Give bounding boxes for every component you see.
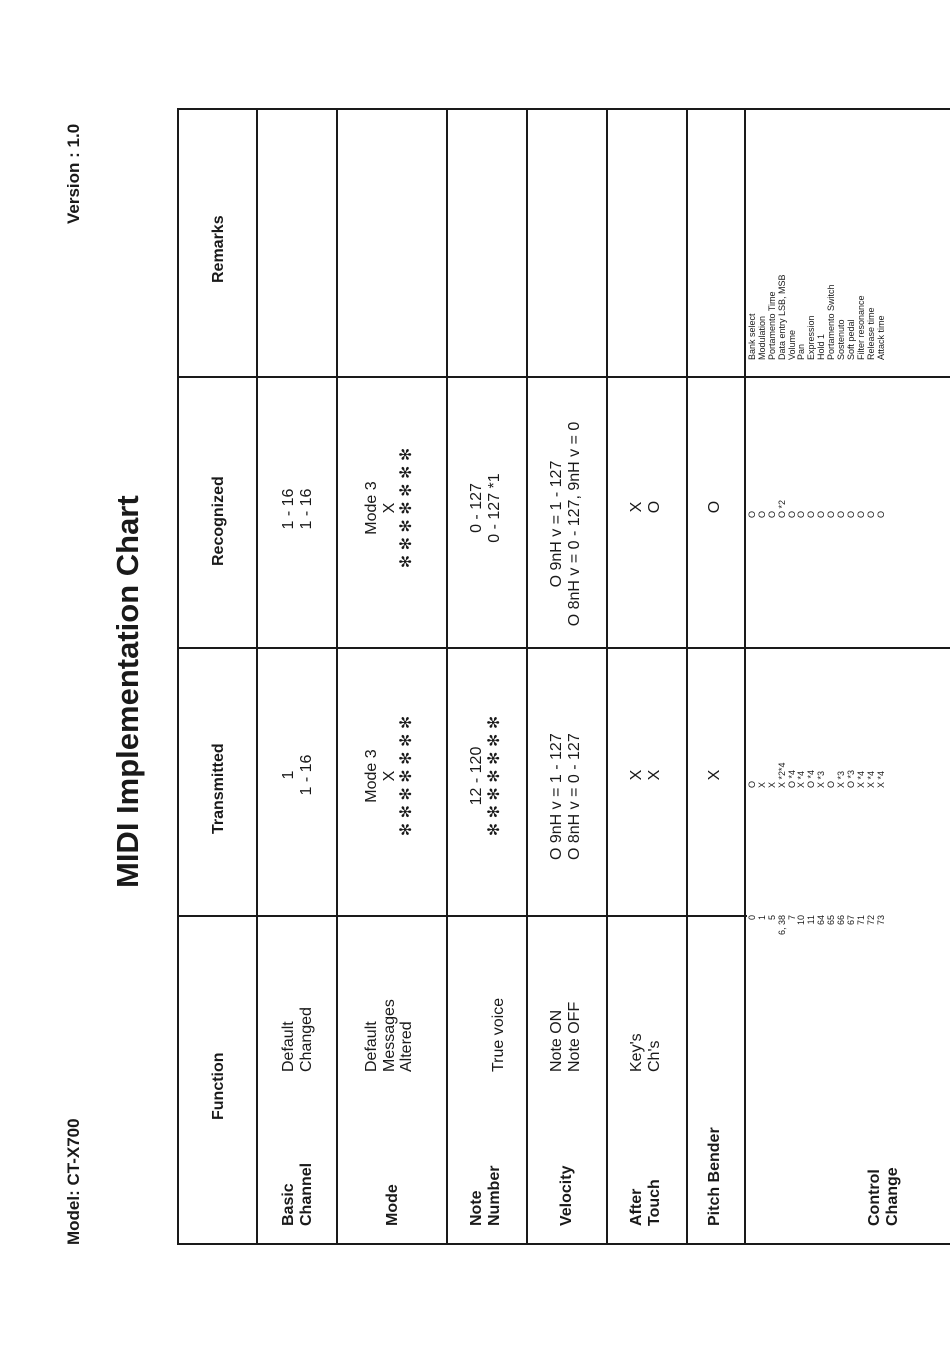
cc-number: 73: [875, 915, 886, 926]
velocity-recognized: O 9nH v = 1 - 127 O 8nH v = 0 - 127, 9nH v = 0: [548, 421, 583, 627]
row-label-velocity: Velocity: [558, 1165, 575, 1226]
col-header-recognized: Recognized: [210, 476, 227, 566]
cc-number: 1: [756, 915, 767, 921]
cc-recognized: O: [855, 510, 866, 518]
control-change-remarks: [748, 274, 886, 360]
page-title: MIDI Implementation Chart: [110, 495, 145, 888]
row-label-after-touch: After Touch: [628, 1179, 663, 1226]
cc-recognized: O: [756, 510, 767, 518]
cc-number: 5: [766, 915, 777, 921]
cc-remark: Release time: [865, 307, 876, 360]
basic-channel-recognized: 1 - 16 1 - 16: [280, 488, 315, 530]
cc-recognized: O: [845, 510, 856, 518]
cc-number: 72: [865, 915, 876, 926]
cc-transmitted: X *2*4: [776, 762, 787, 788]
cc-transmitted: O *4: [786, 769, 797, 788]
cc-number: 65: [826, 915, 837, 926]
cc-number: 71: [855, 915, 866, 926]
cc-transmitted: X *3: [836, 770, 847, 788]
cc-recognized: O: [836, 510, 847, 518]
cc-remark: Expression: [806, 315, 817, 360]
after-touch-transmitted: X X: [628, 769, 663, 781]
cc-transmitted: X: [766, 781, 777, 788]
cc-transmitted: X *3: [816, 770, 827, 788]
basic-channel-sub: Default Changed: [280, 1007, 315, 1072]
cc-number: 0: [747, 915, 757, 921]
cc-recognized: O: [796, 510, 807, 518]
control-change-recognized: [748, 500, 886, 518]
version-label: Version : 1.0: [64, 123, 83, 224]
cc-remark: Hold 1: [816, 333, 827, 360]
velocity-transmitted: O 9nH v = 1 - 127 O 8nH v = 0 - 127: [548, 733, 583, 860]
row-label-basic-channel: Basic Channel: [280, 1162, 315, 1226]
cc-transmitted: O *3: [845, 769, 856, 788]
cc-number: 7: [786, 915, 797, 921]
cc-transmitted: X *4: [865, 770, 876, 788]
cc-remark: Portamento Switch: [826, 284, 837, 360]
mode-sub: Default Messages Altered: [363, 999, 416, 1072]
after-touch-sub: Key's Ch's: [628, 1033, 663, 1072]
cc-recognized: O: [786, 510, 797, 518]
cc-recognized: O: [747, 510, 757, 518]
cc-number: 10: [796, 915, 807, 926]
control-change-transmitted: [748, 762, 886, 788]
col-header-transmitted: Transmitted: [210, 743, 227, 834]
cc-transmitted: O: [747, 780, 757, 788]
cc-number: 67: [845, 915, 856, 926]
cc-recognized: O: [816, 510, 827, 518]
cc-recognized: O: [865, 510, 876, 518]
cc-recognized: O: [806, 510, 817, 518]
cc-recognized: O: [826, 510, 837, 518]
after-touch-recognized: X O: [628, 500, 663, 514]
note-number-recognized: 0 - 127 0 - 127 *1: [468, 473, 503, 543]
col-header-remarks: Remarks: [210, 215, 227, 283]
cc-remark: Pan: [796, 343, 807, 360]
col-header-function: Function: [210, 1052, 227, 1120]
model-label: Model: CT-X700: [64, 1118, 83, 1245]
cc-remark: Soft pedal: [845, 319, 856, 360]
cc-remark: Portamento Time: [766, 291, 777, 360]
row-label-pitch-bender: Pitch Bender: [706, 1127, 723, 1226]
cc-transmitted: O *4: [806, 769, 817, 788]
cc-number: 11: [806, 915, 817, 925]
velocity-sub: Note ON Note OFF: [548, 1001, 583, 1072]
cc-remark: Sostenuto: [836, 319, 847, 360]
cc-number: 6, 38: [776, 915, 787, 936]
cc-recognized: O *2: [776, 499, 787, 518]
cc-number: 64: [816, 915, 827, 926]
cc-recognized: O: [875, 510, 886, 518]
control-change-numbers: [748, 915, 886, 975]
basic-channel-transmitted: 1 1 - 16: [280, 754, 315, 796]
pitch-bender-transmitted: X: [706, 769, 723, 781]
cc-transmitted: X *4: [855, 770, 866, 788]
mode-recognized: Mode 3 X ✻ ✻ ✻ ✻ ✻ ✻ ✻: [363, 447, 416, 569]
cc-number: 66: [836, 915, 847, 926]
cc-transmitted: X *4: [796, 770, 807, 788]
note-number-transmitted: 12 - 120 ✻ ✻ ✻ ✻ ✻ ✻ ✻: [468, 715, 503, 837]
row-label-note-number: Note Number: [468, 1165, 503, 1226]
cc-recognized: O: [766, 510, 777, 518]
cc-remark: Bank select: [747, 313, 757, 360]
cc-remark: Modulation: [756, 315, 767, 360]
cc-transmitted: X: [756, 781, 767, 788]
row-label-mode: Mode: [384, 1184, 401, 1226]
row-label-control-change: Control Change: [866, 1167, 901, 1226]
cc-remark: Data entry LSB, MSB: [776, 274, 787, 360]
mode-transmitted: Mode 3 X ✻ ✻ ✻ ✻ ✻ ✻ ✻: [363, 715, 416, 837]
cc-remark: Volume: [786, 329, 797, 360]
pitch-bender-recognized: O: [706, 500, 723, 514]
cc-remark: Attack time: [875, 315, 886, 360]
cc-transmitted: X *4: [875, 770, 886, 788]
note-number-sub: True voice: [490, 997, 507, 1072]
cc-transmitted: O: [826, 780, 837, 788]
cc-remark: Filter resonance: [855, 295, 866, 360]
